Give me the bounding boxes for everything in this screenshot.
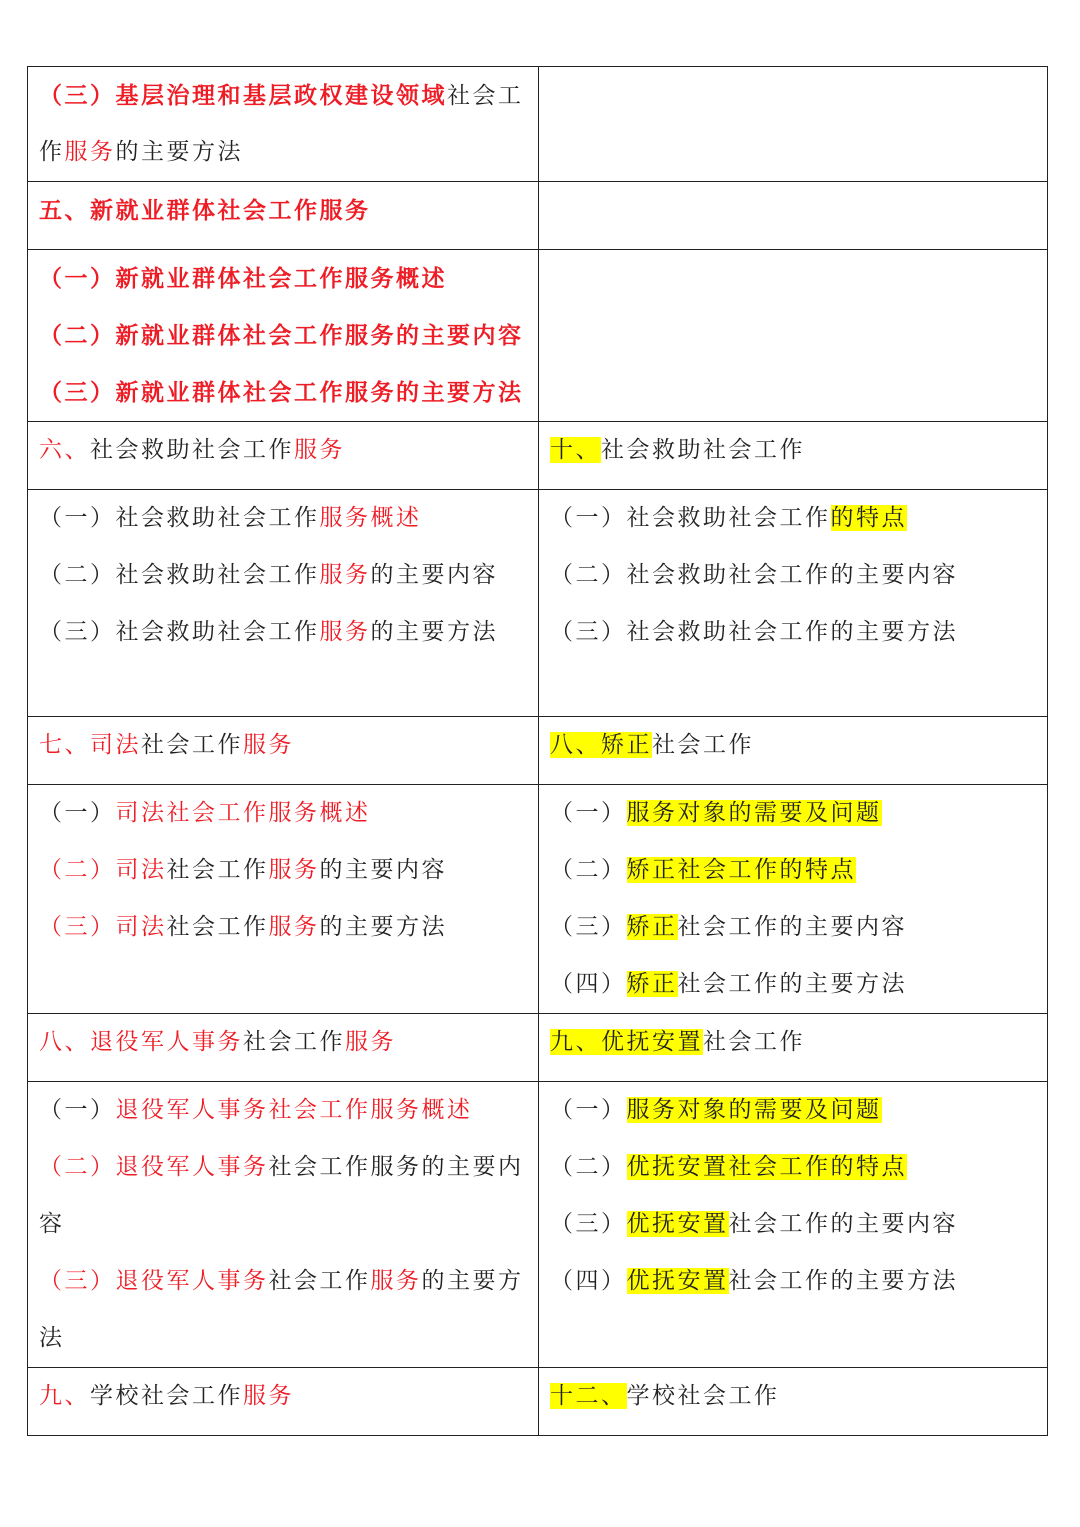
- text-segment: 七、司法: [39, 732, 141, 758]
- right-cell: [539, 785, 1048, 1014]
- text-line: [39, 717, 538, 774]
- text-segment: （一）社会救助社会工作: [550, 505, 831, 531]
- text-segment: （三）退役军人事务: [39, 1268, 269, 1294]
- left-cell: [28, 1014, 539, 1082]
- text-segment: （三）社会救助社会工作: [39, 619, 320, 645]
- text-line: [39, 490, 538, 547]
- text-line: [39, 604, 538, 661]
- text-line: [550, 1368, 1047, 1425]
- text-segment: 社会工作: [652, 732, 754, 758]
- text-line: [39, 182, 538, 239]
- text-segment: 服务: [370, 1268, 422, 1294]
- text-segment: （二）社会救助社会工作: [39, 562, 320, 588]
- text-line: [39, 842, 538, 899]
- left-cell: [28, 1082, 539, 1368]
- text-segment: 服务: [268, 914, 320, 940]
- text-line: [550, 785, 1047, 842]
- text-line: [550, 422, 1047, 479]
- text-segment: 社会工作服务的主要内: [268, 1154, 524, 1180]
- text-segment: 服务: [345, 1029, 396, 1055]
- text-line: [39, 1196, 538, 1253]
- text-segment: 十、: [550, 437, 601, 463]
- table-row: [28, 490, 1048, 717]
- text-segment: （二）退役军人事务: [39, 1154, 269, 1180]
- text-line: [39, 307, 538, 364]
- left-cell: [28, 717, 539, 785]
- text-segment: （三）基层治理和基层政权建设领域: [39, 82, 447, 109]
- text-segment: 的主要方法: [370, 619, 498, 645]
- table-row: [28, 1014, 1048, 1082]
- text-segment: （一）: [39, 1097, 116, 1123]
- text-segment: 服务: [64, 139, 116, 165]
- left-cell: [28, 67, 539, 182]
- table-row: [28, 1368, 1048, 1436]
- text-segment: 九、: [39, 1383, 90, 1409]
- text-segment: 服务: [268, 857, 320, 883]
- text-line: [550, 717, 1047, 774]
- text-segment: （一）社会救助社会工作: [39, 505, 320, 531]
- text-segment: （三）司法: [39, 914, 167, 940]
- right-cell: [539, 1014, 1048, 1082]
- text-segment: （二）社会救助社会工作的主要内容: [550, 562, 958, 588]
- text-segment: 社会工作: [166, 857, 269, 883]
- left-cell: [28, 422, 539, 490]
- text-segment: 矫正: [626, 971, 678, 997]
- text-line: [39, 124, 538, 181]
- text-line: [39, 547, 538, 604]
- text-segment: 六、: [39, 437, 90, 463]
- right-cell: [539, 182, 1048, 250]
- text-segment: 社会工: [447, 83, 524, 109]
- text-segment: 社会工作的主要方法: [728, 1268, 958, 1294]
- comparison-table: [27, 66, 1048, 1436]
- text-segment: 的主要内容: [370, 562, 498, 588]
- right-cell: [539, 1082, 1048, 1368]
- text-segment: （二）司法: [39, 857, 167, 883]
- text-line: [39, 1014, 538, 1071]
- text-segment: 服务: [243, 732, 294, 758]
- left-cell: [28, 490, 539, 717]
- text-segment: 学校社会工作: [90, 1383, 243, 1409]
- text-segment: 退役军人事务社会工作服务概述: [115, 1097, 473, 1123]
- text-line: [550, 1139, 1047, 1196]
- left-cell: [28, 1368, 539, 1436]
- left-cell: [28, 182, 539, 250]
- text-segment: 社会救助社会工作: [90, 437, 294, 463]
- text-segment: 社会工作: [243, 1029, 345, 1055]
- text-line: [39, 364, 538, 421]
- text-segment: （三）: [550, 914, 627, 940]
- text-line: [550, 956, 1047, 1013]
- text-segment: 服务: [319, 619, 371, 645]
- left-cell: [28, 785, 539, 1014]
- text-line: [39, 899, 538, 956]
- text-segment: 的主要方法: [319, 914, 447, 940]
- text-line: [550, 1253, 1047, 1310]
- text-segment: （二）: [550, 857, 627, 883]
- text-segment: （三）社会救助社会工作的主要方法: [550, 619, 958, 645]
- right-cell: [539, 67, 1048, 182]
- text-line: [550, 1196, 1047, 1253]
- text-line: [39, 785, 538, 842]
- text-segment: 优抚安置: [626, 1211, 729, 1237]
- text-segment: 的主要方: [421, 1268, 524, 1294]
- text-segment: （一）新就业群体社会工作服务概述: [39, 265, 447, 292]
- text-segment: （四）: [550, 1268, 627, 1294]
- table-row: [28, 67, 1048, 182]
- text-line: [550, 604, 1047, 661]
- text-segment: 服务: [243, 1383, 294, 1409]
- text-segment: （一）: [550, 800, 627, 826]
- text-segment: 学校社会工作: [626, 1383, 780, 1409]
- table-row: [28, 250, 1048, 422]
- text-segment: 社会工作: [166, 914, 269, 940]
- table-row: [28, 785, 1048, 1014]
- text-segment: 九、优抚安置: [550, 1029, 703, 1055]
- text-line: [39, 422, 538, 479]
- text-segment: 社会工作: [141, 732, 243, 758]
- text-segment: （一）: [550, 1097, 627, 1123]
- text-segment: 社会工作的主要内容: [677, 914, 907, 940]
- text-segment: 容: [39, 1211, 65, 1237]
- text-segment: 八、退役军人事务: [39, 1029, 243, 1055]
- text-segment: 作: [39, 139, 65, 165]
- table-body: [28, 67, 1048, 1436]
- text-segment: 优抚安置: [626, 1268, 729, 1294]
- text-segment: 司法社会工作服务概述: [115, 800, 371, 826]
- text-line: [39, 1082, 538, 1139]
- text-line: [39, 1139, 538, 1196]
- text-segment: 矫正: [626, 914, 678, 940]
- right-cell: [539, 1368, 1048, 1436]
- text-segment: 社会救助社会工作: [601, 437, 805, 463]
- text-line: [550, 547, 1047, 604]
- text-segment: 法: [39, 1325, 65, 1351]
- text-line: [550, 490, 1047, 547]
- table-row: [28, 422, 1048, 490]
- text-segment: 五、新就业群体社会工作服务: [39, 197, 371, 224]
- text-line: [550, 1014, 1047, 1071]
- text-segment: 服务概述: [319, 505, 422, 531]
- text-segment: （二）新就业群体社会工作服务的主要内容: [39, 322, 524, 349]
- text-line: [39, 1253, 538, 1310]
- text-segment: 的主要方法: [115, 139, 243, 165]
- text-segment: 社会工作的主要方法: [677, 971, 907, 997]
- text-segment: 服务对象的需要及问题: [626, 800, 882, 826]
- text-segment: 社会工作的主要内容: [728, 1211, 958, 1237]
- left-cell: [28, 250, 539, 422]
- text-line: [39, 67, 538, 124]
- text-line: [39, 1310, 538, 1367]
- text-segment: 社会工作: [268, 1268, 371, 1294]
- right-cell: [539, 490, 1048, 717]
- text-segment: （三）新就业群体社会工作服务的主要方法: [39, 379, 524, 406]
- text-segment: （一）: [39, 800, 116, 826]
- right-cell: [539, 422, 1048, 490]
- text-segment: 优抚安置社会工作的特点: [626, 1154, 907, 1180]
- text-segment: （二）: [550, 1154, 627, 1180]
- text-segment: 矫正社会工作的特点: [626, 857, 856, 883]
- text-segment: 服务: [319, 562, 371, 588]
- text-line: [39, 250, 538, 307]
- table-row: [28, 1082, 1048, 1368]
- text-segment: 的主要内容: [319, 857, 447, 883]
- right-cell: [539, 250, 1048, 422]
- text-line: [550, 899, 1047, 956]
- right-cell: [539, 717, 1048, 785]
- text-segment: 的特点: [830, 505, 907, 531]
- text-segment: 八、矫正: [550, 732, 652, 758]
- text-segment: 服务对象的需要及问题: [626, 1097, 882, 1123]
- text-segment: （四）: [550, 971, 627, 997]
- text-segment: 社会工作: [703, 1029, 805, 1055]
- text-segment: 十二、: [550, 1383, 627, 1409]
- text-segment: （三）: [550, 1211, 627, 1237]
- text-line: [550, 842, 1047, 899]
- text-line: [39, 1368, 538, 1425]
- table-row: [28, 717, 1048, 785]
- table-row: [28, 182, 1048, 250]
- text-segment: 服务: [294, 437, 345, 463]
- text-line: [550, 1082, 1047, 1139]
